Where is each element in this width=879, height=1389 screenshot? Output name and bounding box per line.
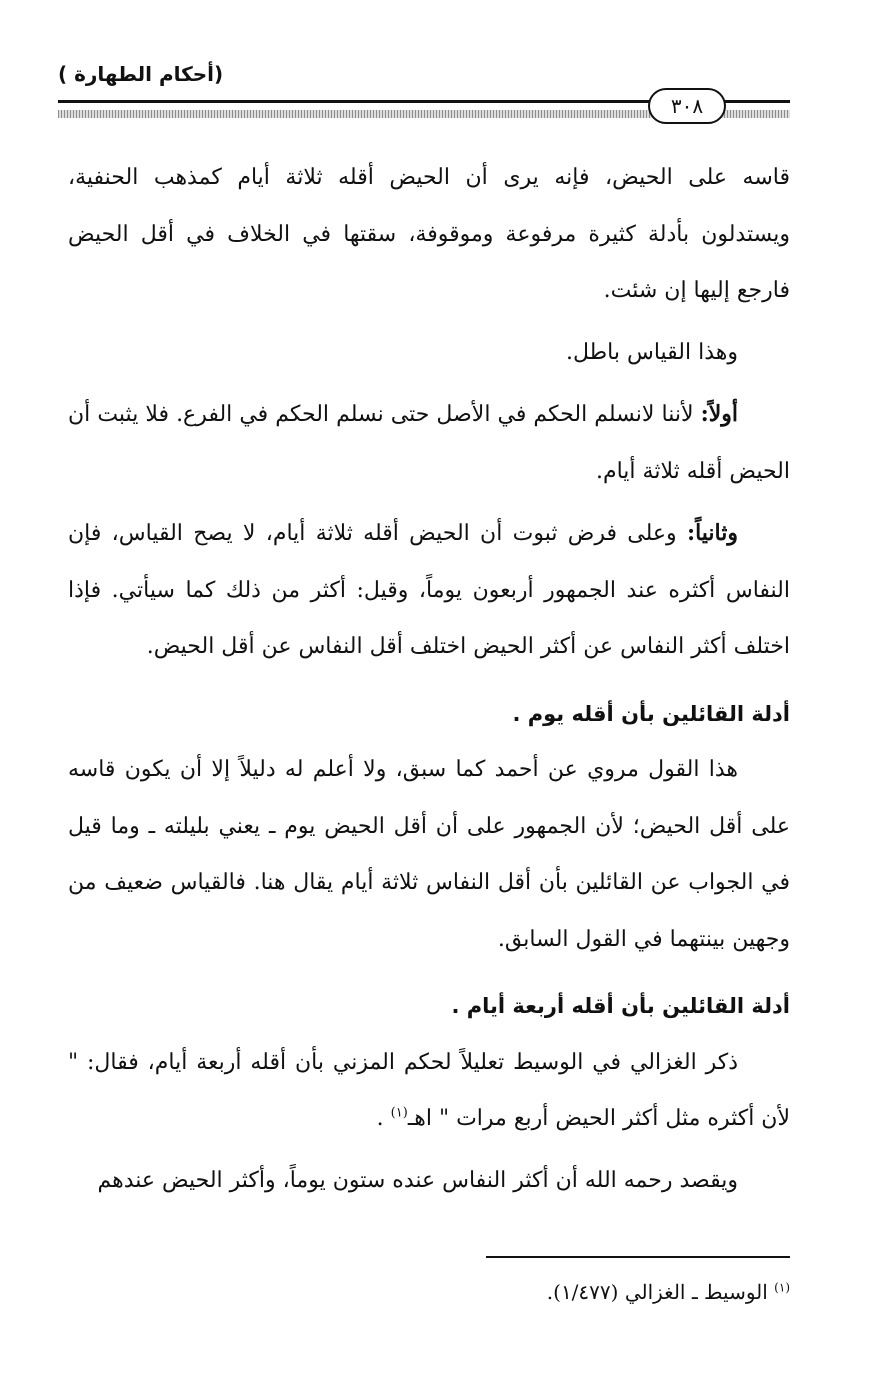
footnote-reference[interactable]: (١): [390, 1105, 408, 1121]
paragraph-lead: أولاً:: [700, 401, 738, 427]
paragraph: قاسه على الحيض، فإنه يرى أن الحيض أقله ثلاثة أيام كمذهب الحنفية، ويستدلون بأدلة كثيرة مرفوعة وموقوفة، سقتها في الخلاف في أقل الحيض فارجع إليها إن شئت.: [68, 165, 790, 303]
section-heading: أدلة القائلين بأن أقله يوم .: [512, 701, 790, 726]
paragraph: [68, 1035, 790, 1148]
paragraph: ويقصد رحمه الله أن أكثر النفاس عنده ستون يوماً، وأكثر الحيض عندهم: [97, 1167, 738, 1193]
paragraph: وهذا القياس باطل.: [565, 339, 738, 365]
paragraph-text: .: [376, 1106, 391, 1131]
paragraph-text: ذكر الغزالي في الوسيط تعليلاً لحكم المزني بأن أقله أربعة أيام، فقال: " لأن أكثره مثل أكثر الحيض أربع مرات " اهـ: [68, 1049, 790, 1131]
paragraph: [68, 505, 790, 676]
paragraph-text: لأننا لانسلم الحكم في الأصل حتى نسلم الحكم في الفرع. فلا يثبت أن الحيض أقله ثلاثة أيام.: [68, 402, 790, 484]
footnote-separator: [486, 1256, 790, 1258]
footnote-marker: (١): [774, 1280, 790, 1295]
page-body: [68, 150, 790, 1214]
footnote-text: الوسيط ـ الغزالي (١/٤٧٧).: [546, 1280, 775, 1304]
paragraph: [68, 386, 790, 500]
page-number: ٣٠٨: [648, 88, 726, 124]
paragraph-text: وعلى فرض ثبوت أن الحيض أقله ثلاثة أيام، لا يصح القياس، فإن النفاس أكثره عند الجمهور أربعون يوماً، وقيل: أكثر من ذلك كما سيأتي. فإذا اختلف أكثر النفاس عن أكثر الحيض اختلف أقل النفاس عن أقل الحيض.: [68, 521, 790, 659]
footnote: [547, 1280, 790, 1304]
running-header-title: (أحكام الطهارة ): [58, 62, 224, 86]
paragraph: هذا القول مروي عن أحمد كما سبق، ولا أعلم له دليلاً إلا أن يكون قاسه على أقل الحيض؛ لأن الجمهور على أن أقل الحيض يوم ـ يعني بليلته ـ وما قيل في الجواب عن القائلين بأن أقل النفاس ثلاثة أيام يقال هنا. فالقياس ضعيف من وجهين بينتهما في القول السابق.: [68, 757, 790, 952]
section-heading: أدلة القائلين بأن أقله أربعة أيام .: [451, 994, 790, 1018]
paragraph-lead: وثانياً:: [686, 520, 738, 546]
